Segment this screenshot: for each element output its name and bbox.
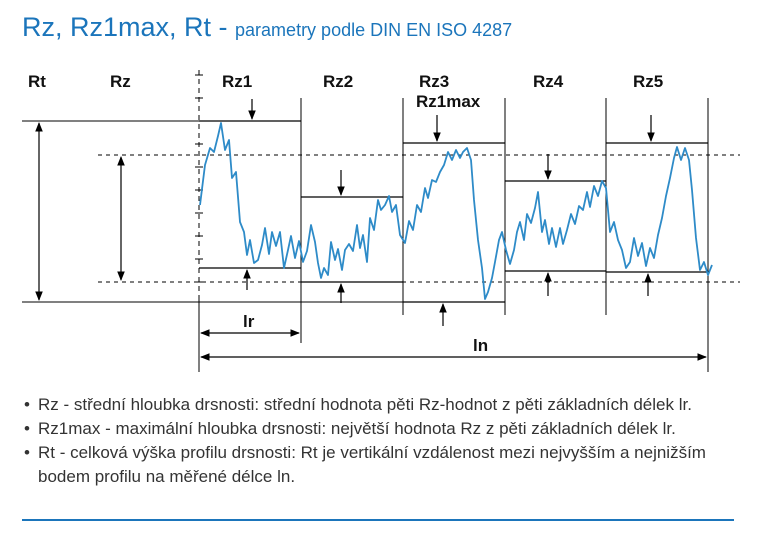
segment-boundaries <box>199 98 708 372</box>
label-rz4: Rz4 <box>533 72 564 91</box>
label-rz2: Rz2 <box>323 72 354 91</box>
ln-dimension <box>201 336 706 357</box>
definition-text: Rz - střední hloubka drsnosti: střední hodnota pěti Rz-hodnot z pěti základních délek lr. <box>38 395 692 414</box>
definition-rz <box>24 393 738 417</box>
segment-peak-valley-lines <box>199 121 708 302</box>
bottom-divider <box>22 519 734 521</box>
label-rt: Rt <box>28 72 46 91</box>
label-rz1max: Rz1max <box>416 92 481 111</box>
definition-list <box>24 393 738 489</box>
title-main: Rz, Rz1max, Rt - <box>22 12 236 42</box>
definition-text: Rt - celková výška profilu drsnosti: Rt je vertikální vzdálenost mezi nejvyšším a nejnižším bodem profilu na měřené délce ln. <box>38 443 706 486</box>
lr-dimension <box>201 312 299 333</box>
height-arrows <box>39 123 121 300</box>
label-rz5: Rz5 <box>633 72 664 91</box>
label-lr: lr <box>243 312 255 331</box>
pointer-arrows <box>247 99 651 326</box>
label-rz3: Rz3 <box>419 72 450 91</box>
definition-rz1max <box>24 417 738 441</box>
label-rz: Rz <box>110 72 131 91</box>
bullet: • <box>24 419 30 438</box>
bullet: • <box>24 395 30 414</box>
title-subtitle: parametry podle DIN EN ISO 4287 <box>235 20 513 40</box>
label-rz1: Rz1 <box>222 72 253 91</box>
label-ln: ln <box>473 336 489 355</box>
definition-text: Rz1max - maximální hloubka drsnosti: největší hodnota Rz z pěti základních délek lr. <box>38 419 676 438</box>
rz-mean-lines <box>98 155 740 282</box>
definition-rt <box>24 441 738 489</box>
bullet: • <box>24 443 30 462</box>
